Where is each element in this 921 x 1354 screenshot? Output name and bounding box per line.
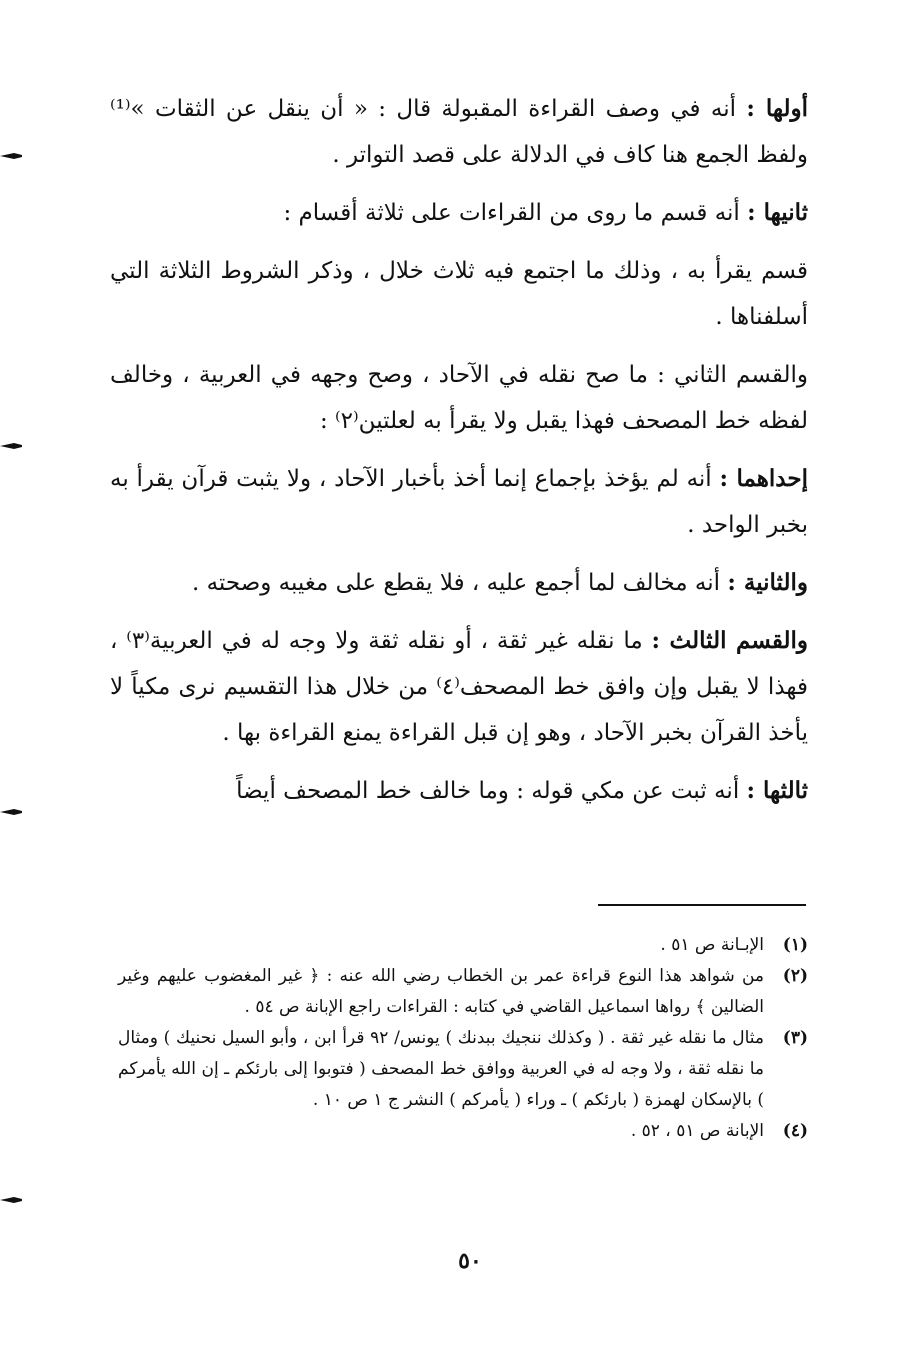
paragraph-text: أنه في وصف القراءة المقبولة قال : « أن ينقل عن الثقات »⁽¹⁾ ولفظ الجمع هنا كاف في الدلالة على قصد التواتر . bbox=[110, 96, 808, 168]
paragraph-lead: إحداهما : bbox=[719, 465, 808, 492]
paragraph-lead: ثانيها : bbox=[747, 199, 808, 226]
margin-mark bbox=[0, 1190, 22, 1200]
paragraph-text: والقسم الثاني : ما صح نقله في الآحاد ، وصح وجهه في العربية ، وخالف لفظه خط المصحف فهذا يقبل ولا يقرأ به لعلتين⁽٢⁾ : bbox=[110, 362, 808, 434]
paragraph bbox=[110, 248, 808, 340]
footnote-number: (٤) bbox=[782, 1121, 808, 1141]
page-number: ٥٠ bbox=[458, 1248, 482, 1274]
paragraph bbox=[110, 456, 808, 548]
footnote-number: (٣) bbox=[782, 1028, 808, 1048]
paragraph-text: أنه لم يؤخذ بإجماع إنما أخذ بأخبار الآحاد ، ولا يثبت قرآن يقرأ به بخبر الواحد . bbox=[110, 466, 808, 538]
footnotes bbox=[118, 930, 808, 1147]
paragraph bbox=[110, 560, 808, 606]
footnote-number: (١) bbox=[782, 935, 808, 955]
paragraph bbox=[110, 190, 808, 236]
margin-mark bbox=[0, 436, 22, 446]
footnote-text: الإبانة ص ٥١ ، ٥٢ . bbox=[630, 1121, 764, 1141]
paragraph-text: أنه ثبت عن مكي قوله : وما خالف خط المصحف أيضاً bbox=[236, 778, 747, 804]
footnote bbox=[118, 961, 808, 1023]
paragraph-lead: ثالثها : bbox=[746, 777, 808, 804]
paragraph bbox=[110, 618, 808, 756]
paragraph-lead: أولها : bbox=[746, 95, 808, 122]
footnote-text: مثال ما نقله غير ثقة . ( وكذلك ننجيك ببدنك ) يونس/ ٩٢ قرأ ابن ، وأبو السيل نحنيك ) ومثال ما نقله ثقة ، ولا وجه له في العربية ووافق خط المصحف ( فتوبوا إلى بارئكم ـ إن الله يأمركم ) بالإسكان لهمزة ( بارئكم ) ـ وراء ( يأمركم ) النشر ج ١ ص ١٠ . bbox=[118, 1028, 765, 1110]
footnote-text: من شواهد هذا النوع قراءة عمر بن الخطاب رضي الله عنه : ﴿ غير المغضوب عليهم وغير الضالين ﴾ رواها اسماعيل القاضي في كتابه : القراءات راجع الإبانة ص ٥٤ . bbox=[118, 966, 764, 1017]
paragraph-lead: والقسم الثالث : bbox=[651, 627, 808, 654]
paragraph bbox=[110, 86, 808, 178]
paragraph-text: أنه مخالف لما أجمع عليه ، فلا يقطع على مغيبه وصحته . bbox=[191, 570, 728, 596]
margin-mark bbox=[0, 802, 22, 812]
paragraph bbox=[110, 352, 808, 444]
footnote bbox=[118, 1023, 808, 1116]
footnote-text: الإبـانة ص ٥١ . bbox=[660, 935, 764, 955]
paragraph-text: قسم يقرأ به ، وذلك ما اجتمع فيه ثلاث خلال ، وذكر الشروط الثلاثة التي أسلفناها . bbox=[110, 258, 808, 330]
paragraph-lead: والثانية : bbox=[727, 569, 808, 596]
footnote-number: (٢) bbox=[782, 966, 808, 986]
paragraph-text: أنه قسم ما روى من القراءات على ثلاثة أقسام : bbox=[283, 200, 748, 226]
paragraph-text: ما نقله غير ثقة ، أو نقله ثقة ولا وجه له في العربية⁽٣⁾ ، فهذا لا يقبل وإن وافق خط المصحف⁽٤⁾ من خلال هذا التقسيم نرى مكياً لا يأخذ القرآن بخبر الآحاد ، وهو إن قبل القراءة يمنع القراءة بها . bbox=[110, 628, 808, 746]
footnote bbox=[118, 1116, 808, 1147]
margin-mark bbox=[0, 146, 22, 156]
footnote-divider bbox=[598, 904, 806, 906]
footnote bbox=[118, 930, 808, 961]
main-text bbox=[110, 86, 808, 826]
paragraph bbox=[110, 768, 808, 814]
